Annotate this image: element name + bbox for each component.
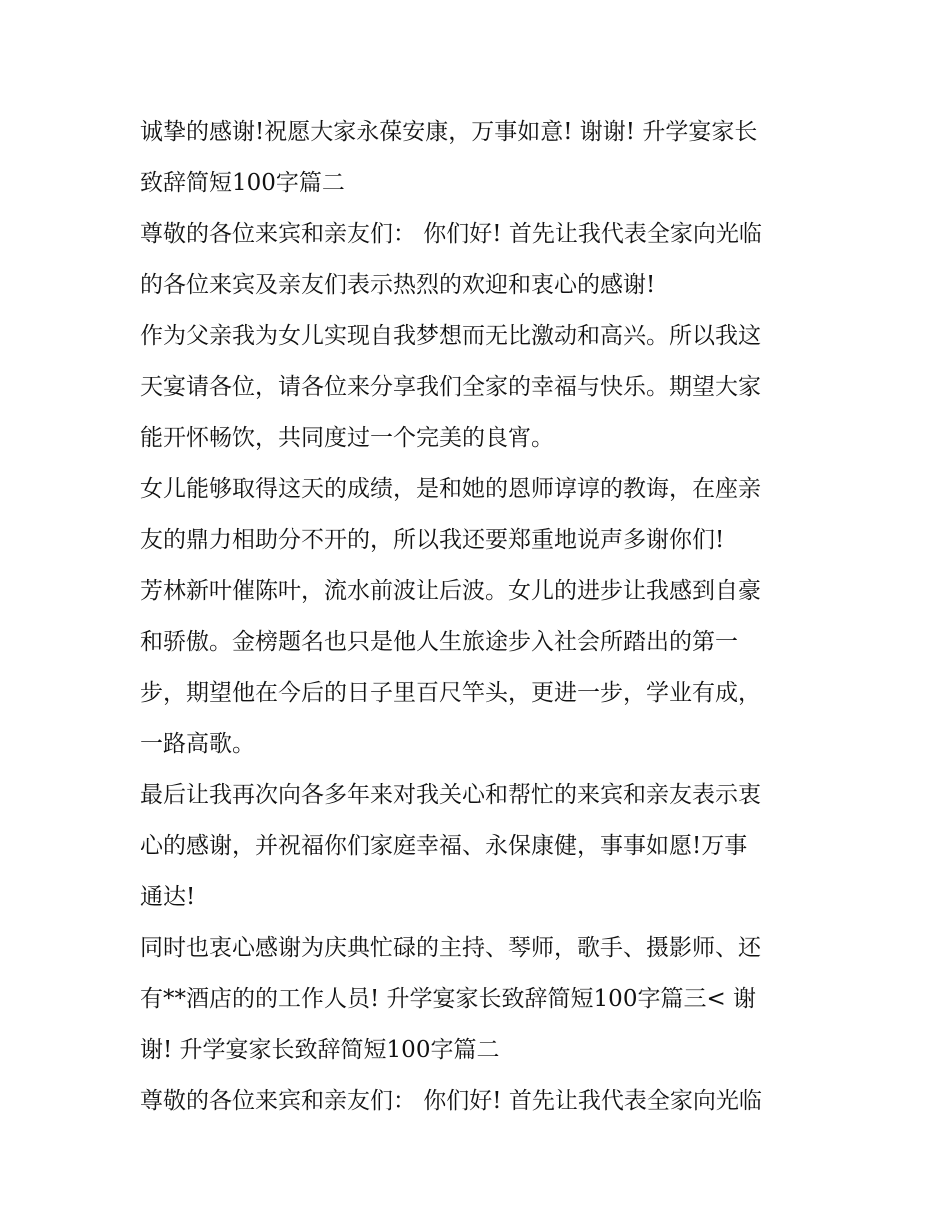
text-line: 有**酒店的的工作人员! 升学宴家长致辞简短100字篇三< 谢 <box>140 986 757 1012</box>
text-line: 尊敬的各位来宾和亲友们： 你们好! 首先让我代表全家向光临 <box>140 221 762 247</box>
text-line: 女儿能够取得这天的成绩，是和她的恩师谆谆的教诲，在座亲 <box>140 476 761 502</box>
text-line: 心的感谢，并祝福你们家庭幸福、永保康健，事事如愿!万事 <box>140 833 748 859</box>
text-line: 友的鼎力相助分不开的，所以我还要郑重地说声多谢你们! <box>140 527 725 553</box>
text-line: 芳林新叶催陈叶，流水前波让后波。女儿的进步让我感到自豪 <box>140 578 761 604</box>
text-line: 作为父亲我为女儿实现自我梦想而无比激动和高兴。所以我这 <box>140 323 761 349</box>
text-line: 诚挚的感谢!祝愿大家永葆安康，万事如意! 谢谢! 升学宴家长 <box>140 119 758 145</box>
document-body <box>140 107 830 1127</box>
text-line: 尊敬的各位来宾和亲友们： 你们好! 首先让我代表全家向光临 <box>140 1088 762 1114</box>
text-line: 能开怀畅饮，共同度过一个完美的良宵。 <box>140 425 554 451</box>
text-line: 步，期望他在今后的日子里百尺竿头，更进一步，学业有成， <box>140 680 761 706</box>
text-line: 通达! <box>140 884 196 910</box>
text-line: 谢! 升学宴家长致辞简短100字篇二 <box>140 1037 500 1063</box>
text-line: 一路高歌。 <box>140 731 255 757</box>
text-line: 致辞简短100字篇二 <box>140 170 345 196</box>
text-line: 和骄傲。金榜题名也只是他人生旅途步入社会所踏出的第一 <box>140 629 738 655</box>
text-line: 天宴请各位，请各位来分享我们全家的幸福与快乐。期望大家 <box>140 374 761 400</box>
text-line: 的各位来宾及亲友们表示热烈的欢迎和衷心的感谢! <box>140 272 656 298</box>
text-line: 最后让我再次向各多年来对我关心和帮忙的来宾和亲友表示衷 <box>140 782 761 808</box>
text-line: 同时也衷心感谢为庆典忙碌的主持、琴师，歌手、摄影师、还 <box>140 935 761 961</box>
